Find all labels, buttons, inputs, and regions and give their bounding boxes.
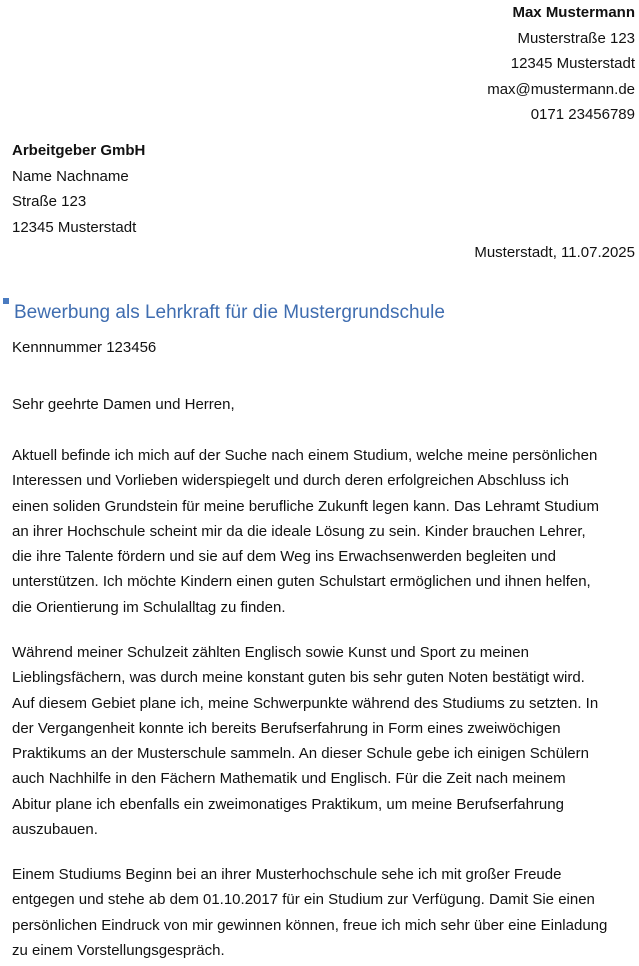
sender-phone: 0171 23456789 bbox=[530, 106, 635, 123]
text-line: auch Nachhilfe in den Fächern Mathematik und Englisch. Für die Zeit nach meinem bbox=[12, 770, 566, 788]
text-line: Abitur plane ich ebenfalls ein zweimonatiges Praktikum, um meine Berufserfahrung bbox=[12, 795, 564, 813]
sender-city: 12345 Musterstadt bbox=[510, 55, 635, 72]
text-line: Interessen und Vorlieben widerspiegelt und durch deren erfolgreichen Abschluss ich bbox=[12, 472, 570, 490]
body-paragraph-1 bbox=[12, 443, 634, 620]
salutation: Sehr geehrte Damen und Herren, bbox=[12, 396, 235, 413]
text-line: Praktikums an der Musterschule sammeln. An dieser Schule gebe ich einigen Schülern bbox=[12, 745, 589, 763]
text-line: auszubauen. bbox=[12, 821, 98, 839]
sender-email: max@mustermann.de bbox=[487, 80, 635, 98]
body-paragraph-3 bbox=[12, 862, 634, 963]
text-line: Auf diesem Gebiet plane ich, meine Schwerpunkte während des Studiums zu setzten. In bbox=[12, 694, 599, 712]
recipient-contact: Name Nachname bbox=[12, 167, 129, 185]
recipient-street: Straße 123 bbox=[12, 193, 87, 210]
recipient-company: Arbeitgeber GmbH bbox=[12, 142, 146, 159]
sender-name: Max Mustermann bbox=[512, 4, 635, 21]
text-line: persönlichen Eindruck von mir gewinnen können, freue ich mich sehr über eine Einladung bbox=[12, 916, 608, 934]
text-line: Während meiner Schulzeit zählten Englisch sowie Kunst und Sport zu meinen bbox=[12, 644, 529, 661]
text-line: unterstützen. Ich möchte Kindern einen guten Schulstart ermöglichen und ihnen helfen, bbox=[12, 573, 591, 591]
text-line: der Vergangenheit konnte ich bereits Berufserfahrung in Form eines zweiwöchigen bbox=[12, 719, 561, 737]
text-line: Einem Studiums Beginn bei an ihrer Musterhochschule sehe ich mit großer Freude bbox=[12, 866, 562, 883]
reference-number: Kennnummer 123456 bbox=[12, 339, 157, 356]
sender-street: Musterstraße 123 bbox=[517, 29, 635, 47]
text-line: die ihre Talente fördern und sie auf dem Weg ins Erwachsenwerden begleiten und bbox=[12, 548, 556, 566]
text-line: Lieblingsfächern, was durch meine konstant guten bis sehr guten Noten bestätigt wird. bbox=[12, 669, 585, 687]
text-line: die Orientierung im Schulalltag zu finden. bbox=[12, 598, 286, 616]
sender-address bbox=[487, 0, 635, 128]
recipient-city: 12345 Musterstadt bbox=[12, 218, 137, 236]
letter-subject: Bewerbung als Lehrkraft für die Mustergrundschule bbox=[14, 302, 445, 323]
letter-date: Musterstadt, 11.07.2025 bbox=[474, 244, 635, 261]
text-line: einen soliden Grundstein für meine berufliche Zukunft legen kann. Das Lehramt Studium bbox=[12, 497, 599, 515]
text-line: zu einem Vorstellungsgespräch. bbox=[12, 941, 225, 959]
text-line: an ihrer Hochschule scheint mir da die ideale Lösung zu sein. Kinder brauchen Lehrer, bbox=[12, 522, 586, 540]
text-line: entgegen und stehe ab dem 01.10.2017 für ein Studium zur Verfügung. Damit Sie einen bbox=[12, 891, 595, 909]
text-line: Aktuell befinde ich mich auf der Suche nach einem Studium, welche meine persönlichen bbox=[12, 447, 598, 464]
subject-marker bbox=[3, 298, 9, 304]
body-paragraph-2 bbox=[12, 640, 634, 842]
recipient-address bbox=[12, 138, 145, 240]
